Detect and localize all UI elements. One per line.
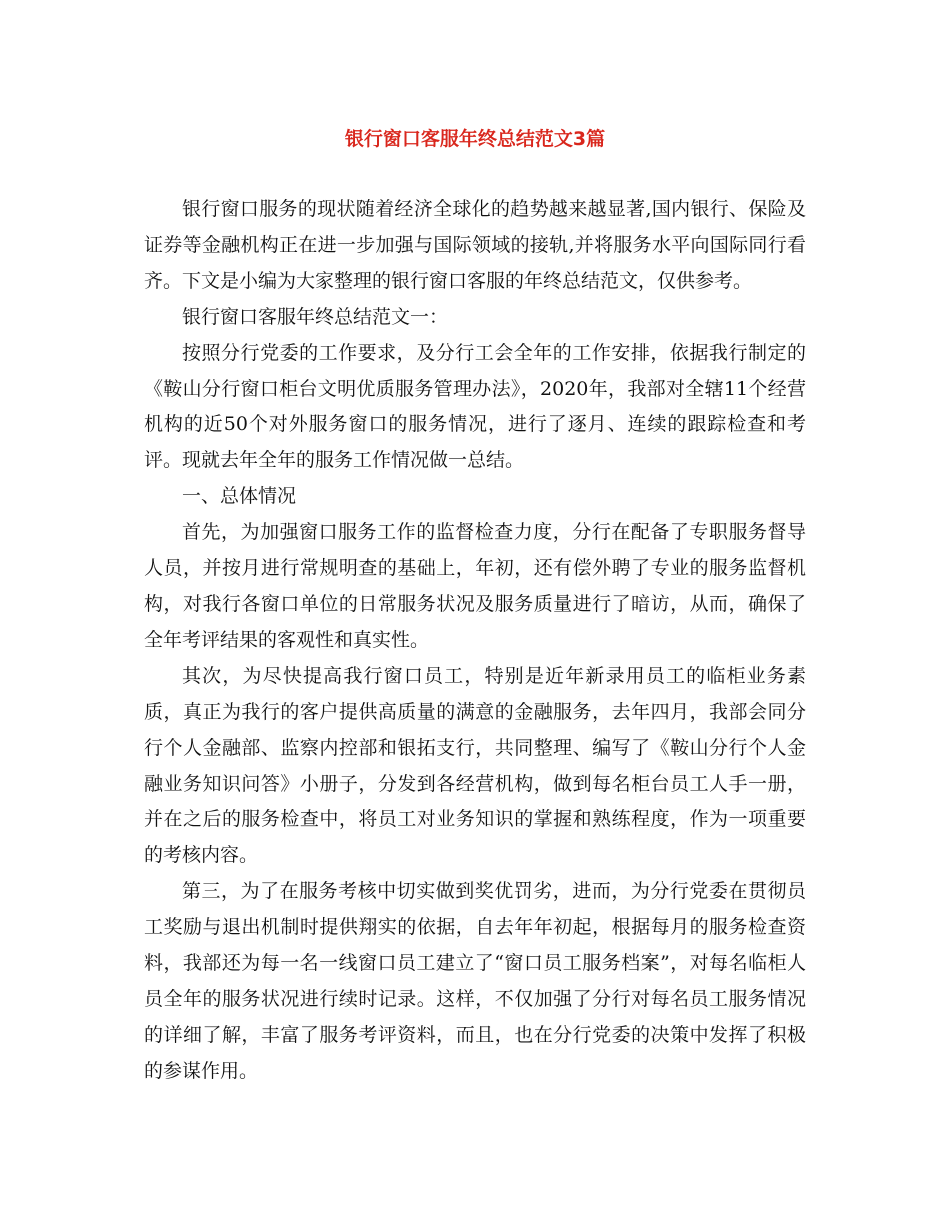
section-heading-sample-one: 银行窗口客服年终总结范文一： bbox=[182, 305, 449, 328]
body-paragraph: 其次，为尽快提高我行窗口员工，特别是近年新录用员工的临柜业务素质，真正为我行的客户提供高质量的满意的金融服务，去年四月，我部会同分行个人金融部、监察内控部和银拓支行，共同整理、编写了《鞍山分行个人金融业务知识问答》小册子，分发到各经营机构，做到每名柜台员工人手一册，并在之后的服务检查中，将员工对业务知识的掌握和熟练程度，作为一项重要的考核内容。 bbox=[144, 664, 806, 867]
document-body bbox=[144, 192, 806, 1090]
body-paragraph: 第三，为了在服务考核中切实做到奖优罚劣，进而，为分行党委在贯彻员工奖励与退出机制时提供翔实的依据，自去年年初起，根据每月的服务检查资料，我部还为每一名一线窗口员工建立了“窗口员工服务档案”，对每名临柜人员全年的服务状况进行续时记录。这样，不仅加强了分行对每名员工服务情况的详细了解，丰富了服务考评资料，而且，也在分行党委的决策中发挥了积极的参谋作用。 bbox=[144, 880, 806, 1082]
body-paragraph: 按照分行党委的工作要求，及分行工会全年的工作安排，依据我行制定的《鞍山分行窗口柜台文明优质服务管理办法》，2020年，我部对全辖11个经营机构的近50个对外服务窗口的服务情况，进行了逐月、连续的跟踪检查和考评。现就去年全年的服务工作情况做一总结。 bbox=[144, 341, 806, 472]
intro-paragraph: 银行窗口服务的现状随着经济全球化的趋势越来越显著,国内银行、保险及证券等金融机构正在进一步加强与国际领域的接轨,并将服务水平向国际同行看齐。下文是小编为大家整理的银行窗口客服的年终总结范文，仅供参考。 bbox=[144, 198, 806, 292]
document-title: 银行窗口客服年终总结范文3篇 bbox=[344, 128, 606, 150]
subsection-heading-overview: 一、总体情况 bbox=[182, 485, 297, 508]
body-paragraph: 首先，为加强窗口服务工作的监督检查力度，分行在配备了专职服务督导人员，并按月进行常规明查的基础上，年初，还有偿外聘了专业的服务监督机构，对我行各窗口单位的日常服务状况及服务质量进行了暗访，从而，确保了全年考评结果的客观性和真实性。 bbox=[144, 521, 806, 651]
